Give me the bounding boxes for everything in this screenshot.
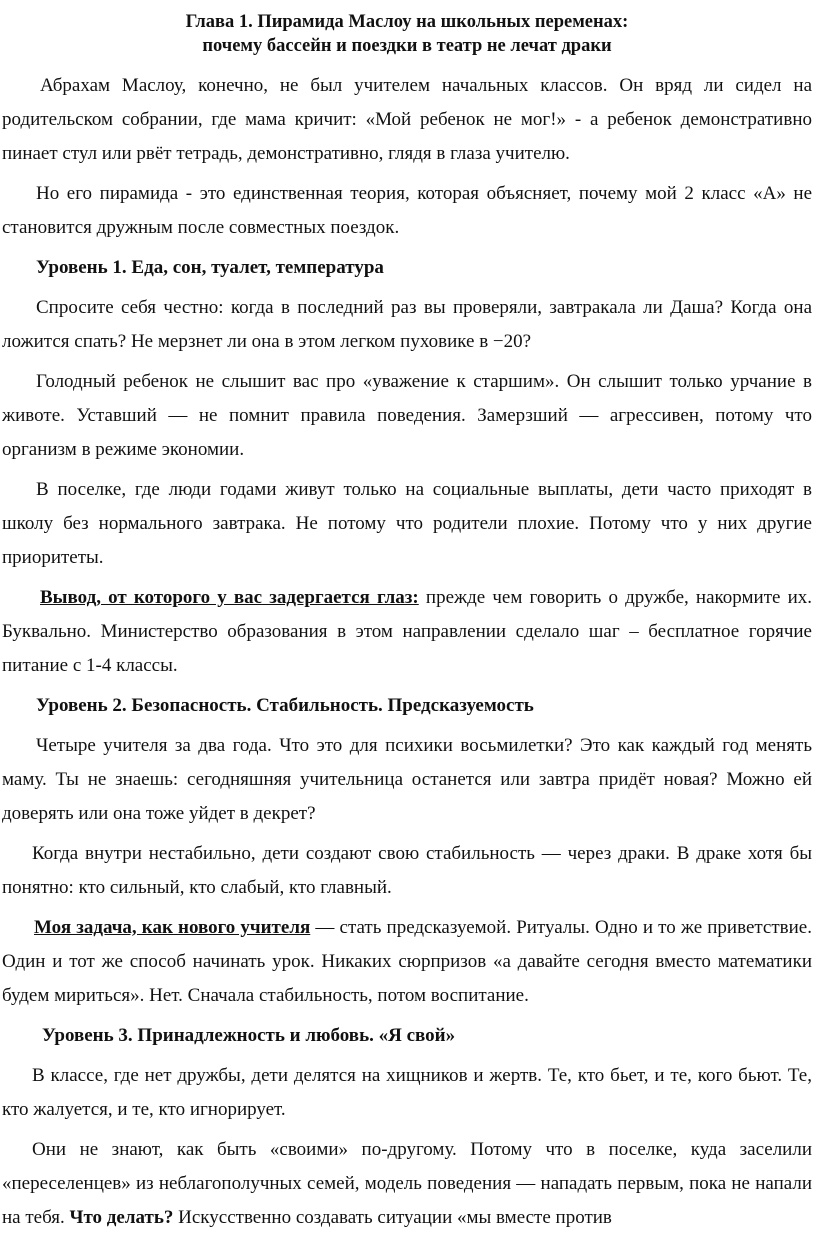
intro-paragraph-1: Абрахам Маслоу, конечно, не был учителем начальных классов. Он вряд ли сидел на родительском собрании, где мама кричит: «Мой ребенок не мог!» - а ребенок демонстративно пинает стул или рвёт тетрадь, демонстративно, глядя в глаза учителю. [2,75,812,164]
level-1-paragraph-1: Спросите себя честно: когда в последний раз вы проверяли, завтракала ли Даша? Когда она ложится спать? Не мерзнет ли она в этом легком пуховике в −20? [2,297,812,352]
level-3-paragraph-2-end: Искусственно создавать ситуации «мы вместе против [173,1207,612,1228]
level-3-paragraph-2-start: Они не знают, как быть «своими» по-другому. Потому что в поселке, куда заселили «переселенцев» из неблагополучных семей, модель поведения — нападать первым, пока не напали на тебя. [2,1139,812,1228]
level-2-task [2,911,812,1013]
task-label: Моя задача, как нового учителя [34,917,311,938]
task-text: — стать предсказуемой. Ритуалы. Одно и то же приветствие. Один и тот же способ начинать урок. Никаких сюрпризов «а давайте сегодня вместо математики будем мириться». Нет. Сначала стабильность, потом воспитание. [2,917,812,1006]
level-1-paragraph-3: В поселке, где люди годами живут только на социальные выплаты, дети часто приходят в школу без нормального завтрака. Не потому что родители плохие. Потому что у них другие приоритеты. [2,479,812,568]
conclusion-text: прежде чем говорить о дружбе, накормите их. Буквально. Министерство образования в этом направлении сделало шаг – бесплатное горячие питание с 1-4 классы. [2,587,812,676]
chapter-title-line-1: Глава 1. Пирамида Маслоу на школьных переменах: [185,12,629,32]
chapter-title-line-2: почему бассейн и поездки в театр не лечат драки [202,36,612,56]
level-1-paragraph-2: Голодный ребенок не слышит вас про «уважение к старшим». Он слышит только урчание в животе. Уставший — не помнит правила поведения. Замерзший — агрессивен, потому что организм в режиме экономии. [2,371,812,460]
intro-paragraph-2: Но его пирамида - это единственная теория, которая объясняет, почему мой 2 класс «А» не становится дружным после совместных поездок. [2,183,812,238]
level-2-paragraph-2: Когда внутри нестабильно, дети создают свою стабильность — через драки. В драке хотя бы понятно: кто сильный, кто слабый, кто главный. [2,843,812,898]
level-3-heading: Уровень 3. Принадлежность и любовь. «Я свой» [42,1025,456,1046]
level-1-heading: Уровень 1. Еда, сон, туалет, температура [36,257,384,278]
level-1-conclusion [2,581,812,683]
level-3-paragraph-2 [2,1133,812,1235]
level-2-heading: Уровень 2. Безопасность. Стабильность. Предсказуемость [36,695,534,716]
level-3-paragraph-1: В классе, где нет дружбы, дети делятся на хищников и жертв. Те, кто бьет, и те, кого бьют. Те, кто жалуется, и те, кто игнорирует. [2,1065,812,1120]
conclusion-label: Вывод, от которого у вас задергается глаз: [40,587,419,608]
what-to-do-label: Что делать? [69,1207,174,1228]
chapter-title [2,10,812,58]
level-2-paragraph-1: Четыре учителя за два года. Что это для психики восьмилетки? Это как каждый год менять маму. Ты не знаешь: сегодняшняя учительница останется или завтра придёт новая? Можно ей доверять или она тоже уйдет в декрет? [2,735,812,824]
